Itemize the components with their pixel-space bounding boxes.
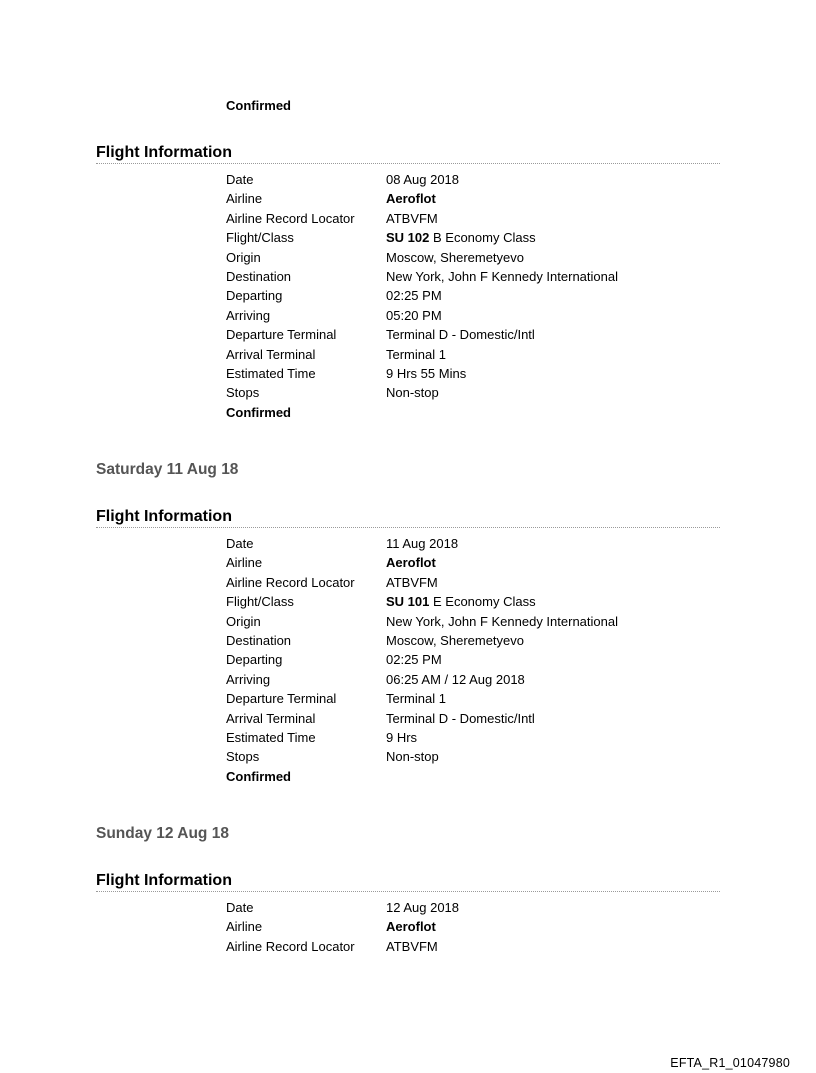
detail-row-status — [226, 767, 706, 786]
row-label: Arriving — [226, 307, 271, 323]
section-title: Flight Information — [96, 143, 720, 164]
detail-row-date — [226, 170, 706, 189]
detail-row-airline — [226, 917, 706, 936]
row-label: Date — [226, 900, 254, 915]
row-label: Destination — [226, 268, 292, 284]
row-label: Arriving — [226, 671, 271, 687]
row-label: Estimated Time — [226, 729, 316, 745]
row-label: Date — [226, 536, 254, 551]
row-value — [386, 228, 536, 247]
row-value: 08 Aug 2018 — [386, 172, 460, 187]
row-value: Aeroflot — [386, 919, 436, 935]
flight-number: SU 102 — [386, 230, 430, 246]
section-title: Flight Information — [96, 507, 720, 528]
row-value: Aeroflot — [386, 191, 436, 207]
row-label: Departure Terminal — [226, 691, 337, 707]
detail-row-record-locator — [226, 209, 706, 228]
detail-row-stops — [226, 383, 706, 402]
row-value: ATBVFM — [386, 938, 438, 954]
detail-row-origin — [226, 248, 706, 267]
row-value: Terminal D - Domestic/Intl — [386, 710, 535, 726]
row-label: Estimated Time — [226, 365, 316, 381]
row-label: Origin — [226, 249, 261, 265]
day-header: Sunday 12 Aug 18 — [96, 825, 229, 842]
flight-class: B Economy Class — [433, 230, 536, 246]
document-id: EFTA_R1_01047980 — [670, 1056, 790, 1070]
row-value: Non-stop — [386, 749, 439, 765]
detail-row-arriving — [226, 306, 706, 325]
detail-row-airline — [226, 189, 706, 208]
flight-details — [226, 898, 706, 956]
row-value: Terminal D - Domestic/Intl — [386, 327, 535, 343]
row-label: Destination — [226, 632, 292, 648]
flight-class: E Economy Class — [433, 594, 536, 610]
row-label: Flight/Class — [226, 230, 294, 246]
row-value: New York, John F Kennedy International — [386, 613, 618, 629]
flight-details — [226, 534, 706, 786]
row-value: 9 Hrs — [386, 729, 418, 745]
detail-row-flight-class — [226, 592, 706, 611]
row-label: Flight/Class — [226, 594, 294, 610]
row-value: 06:25 AM / 12 Aug 2018 — [386, 671, 525, 687]
day-header: Saturday 11 Aug 18 — [96, 461, 239, 478]
row-label: Airline — [226, 191, 263, 207]
row-value: ATBVFM — [386, 574, 438, 590]
row-label: Departure Terminal — [226, 327, 337, 343]
row-value: Aeroflot — [386, 555, 436, 571]
row-label: Departing — [226, 288, 283, 304]
detail-row-arrival-terminal — [226, 709, 706, 728]
row-value: 02:25 PM — [386, 288, 442, 304]
row-value: ATBVFM — [386, 210, 438, 226]
row-label: Airline — [226, 555, 263, 571]
row-label: Origin — [226, 613, 261, 629]
row-label: Departing — [226, 652, 283, 668]
detail-row-arrival-terminal — [226, 345, 706, 364]
row-value: 11 Aug 2018 — [386, 536, 459, 551]
row-label: Arrival Terminal — [226, 710, 316, 726]
flight-status: Confirmed — [226, 404, 291, 420]
detail-row-flight-class — [226, 228, 706, 247]
booking-status: Confirmed — [226, 98, 291, 113]
row-label: Airline Record Locator — [226, 574, 355, 590]
row-label: Stops — [226, 385, 260, 401]
detail-row-date — [226, 898, 706, 917]
row-value — [386, 592, 536, 611]
detail-row-airline — [226, 553, 706, 572]
detail-row-estimated-time — [226, 364, 706, 383]
row-value: 9 Hrs 55 Mins — [386, 365, 467, 381]
row-value: Moscow, Sheremetyevo — [386, 632, 525, 648]
detail-row-destination — [226, 267, 706, 286]
row-label: Stops — [226, 749, 260, 765]
row-label: Arrival Terminal — [226, 346, 316, 362]
row-value: 05:20 PM — [386, 307, 442, 323]
row-value: 12 Aug 2018 — [386, 900, 460, 915]
detail-row-origin — [226, 612, 706, 631]
row-label: Airline Record Locator — [226, 210, 355, 226]
section-title: Flight Information — [96, 871, 720, 892]
row-value: Terminal 1 — [386, 346, 446, 362]
row-value: Moscow, Sheremetyevo — [386, 249, 525, 265]
detail-row-status — [226, 403, 706, 422]
detail-row-estimated-time — [226, 728, 706, 747]
detail-row-record-locator — [226, 573, 706, 592]
detail-row-record-locator — [226, 937, 706, 956]
detail-row-departure-terminal — [226, 689, 706, 708]
flight-details — [226, 170, 706, 422]
row-value: 02:25 PM — [386, 652, 442, 668]
row-value: Non-stop — [386, 385, 439, 401]
detail-row-stops — [226, 747, 706, 766]
row-label: Airline Record Locator — [226, 938, 355, 954]
row-value: New York, John F Kennedy International — [386, 268, 618, 284]
row-label: Date — [226, 172, 254, 187]
row-value: Terminal 1 — [386, 691, 446, 707]
detail-row-destination — [226, 631, 706, 650]
row-label: Airline — [226, 919, 263, 935]
detail-row-date — [226, 534, 706, 553]
flight-status: Confirmed — [226, 768, 291, 784]
detail-row-departing — [226, 286, 706, 305]
flight-number: SU 101 — [386, 594, 430, 610]
detail-row-departure-terminal — [226, 325, 706, 344]
detail-row-arriving — [226, 670, 706, 689]
detail-row-departing — [226, 650, 706, 669]
